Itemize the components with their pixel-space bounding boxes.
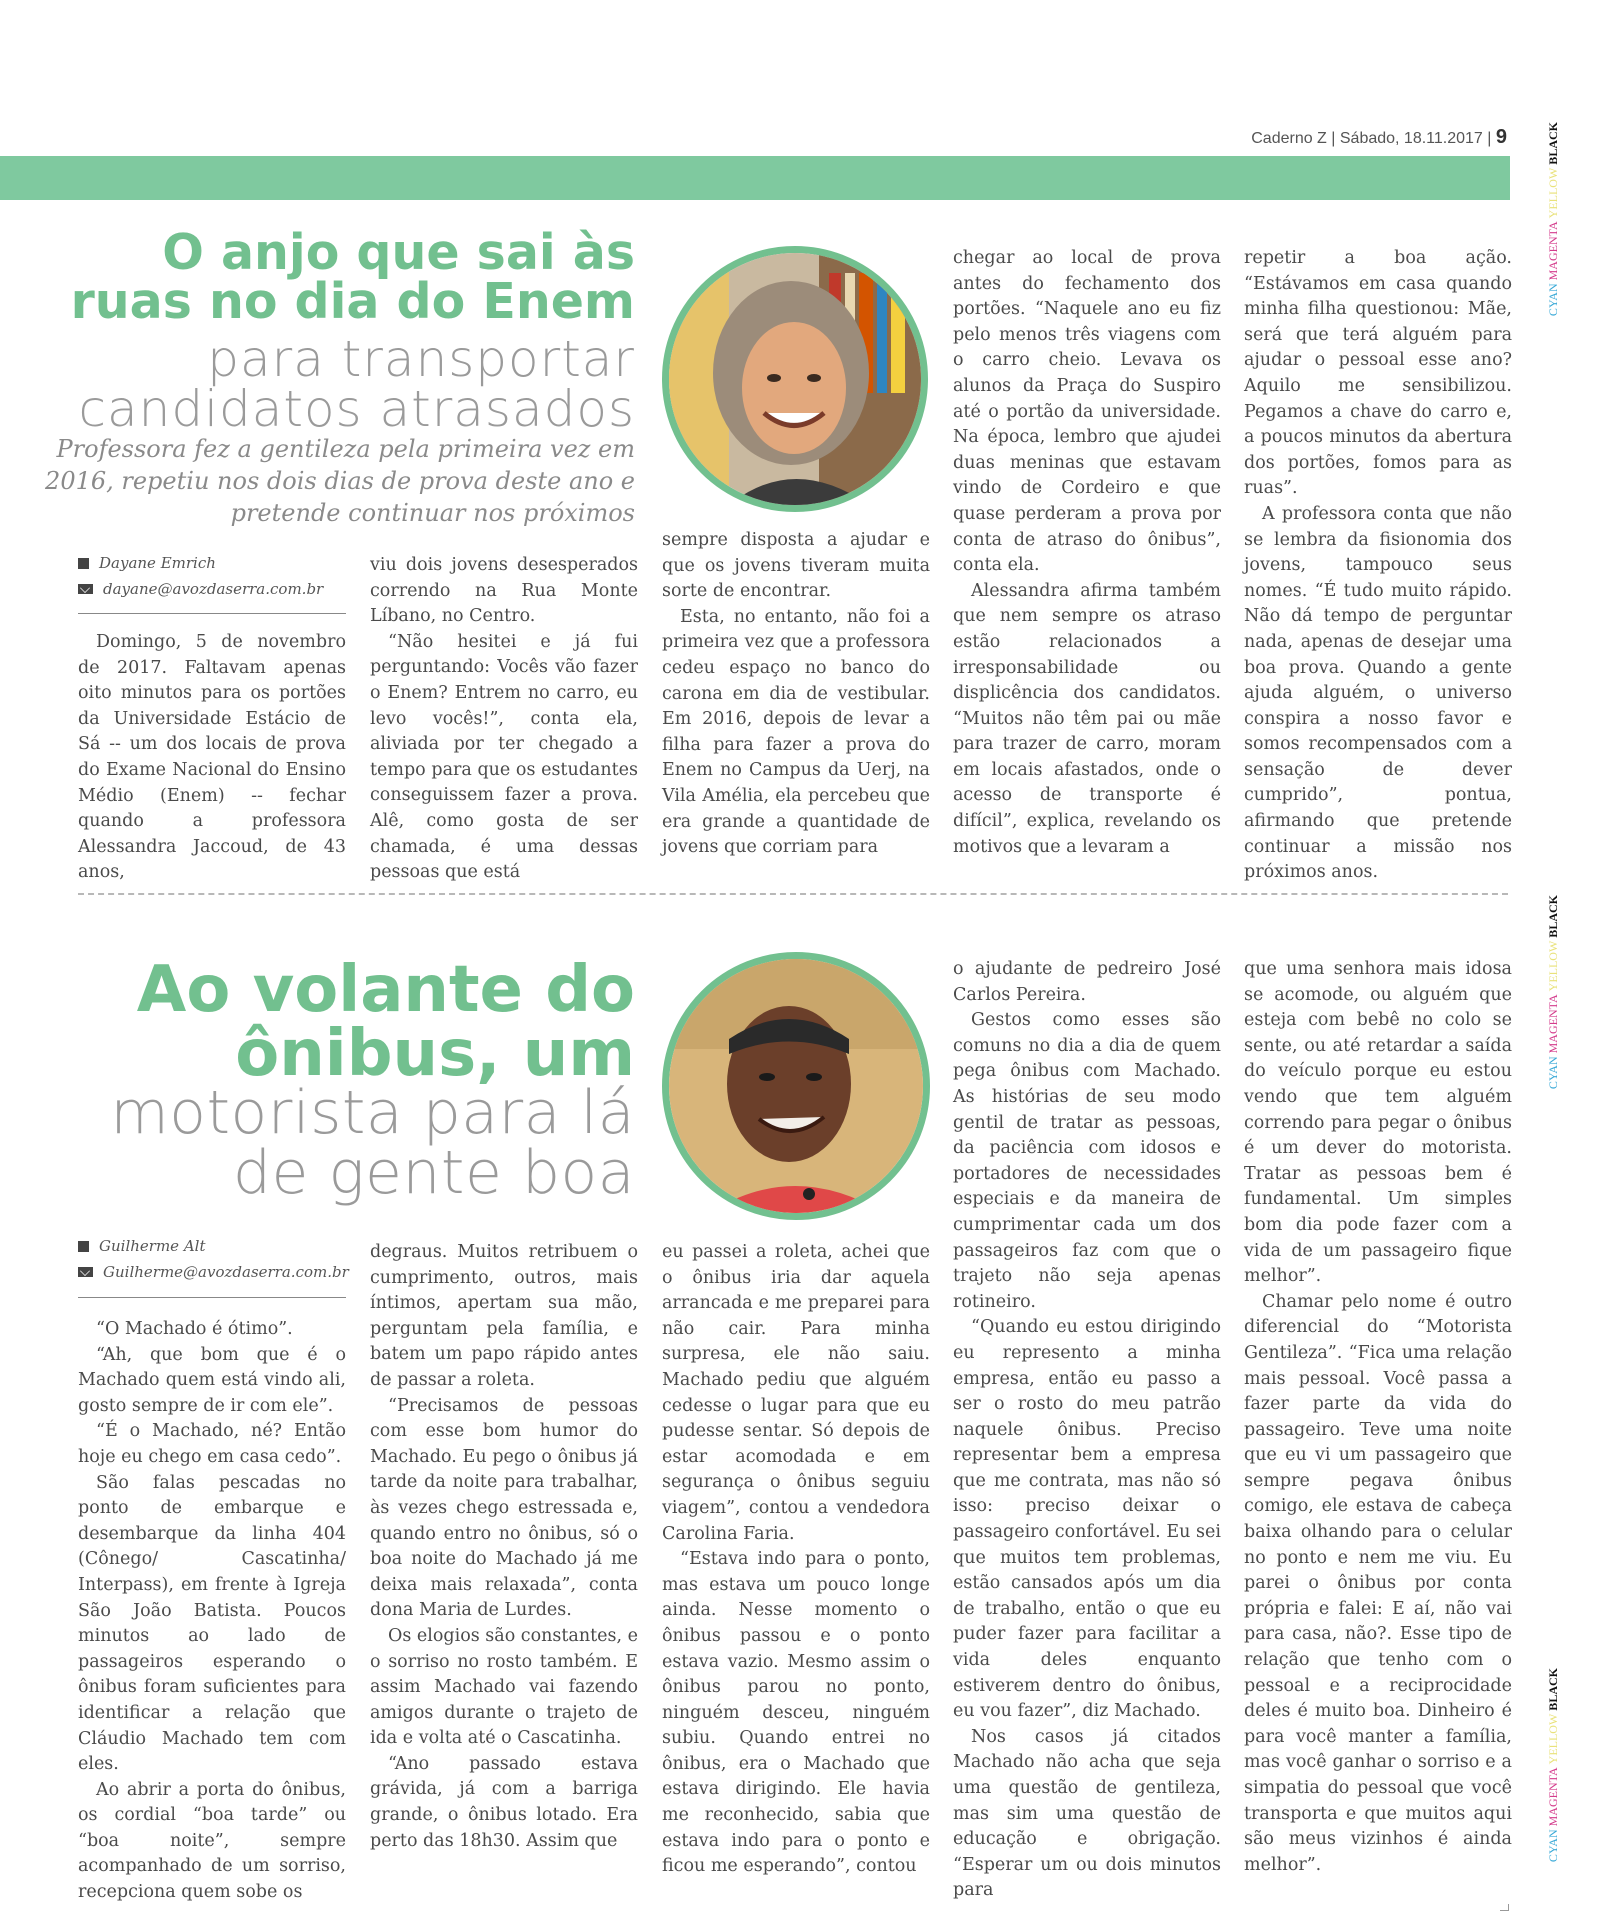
envelope-icon bbox=[78, 1267, 93, 1277]
article2-column-1: “O Machado é ótimo”. “Ah, que bom que é o Machado quem está vindo ali, gosto sempre de ir com ele”. “É o Machado, né? Então hoje eu chego em casa cedo”. São falas pescadas no ponto de embarque e desembarque da linha 404 (Cônego/ Cascatinha/ Interpass), em frente à Igreja São João Batista. Poucos minutos ao lado de passageiros esperando o ônibus foram suficientes para identificar a relação que Cláudio Machado tem com eles. Ao abrir a porta do ônibus, os cordial “boa tarde” ou “boa noite”, sempre acompanhado de um sorriso, recepciona quem sobe os bbox=[78, 1319, 346, 1903]
byline-divider bbox=[78, 613, 346, 614]
article2-headline: Ao volante do ônibus, um bbox=[136, 953, 635, 1091]
section-date: Caderno Z | Sábado, 18.11.2017 | bbox=[1251, 130, 1492, 147]
author-email[interactable]: Guilherme@avozdaserra.com.br bbox=[103, 1263, 349, 1281]
bullet-icon bbox=[78, 558, 89, 569]
portrait-man-image bbox=[669, 959, 923, 1213]
author-name: Dayane Emrich bbox=[99, 554, 216, 572]
article1-photo bbox=[662, 246, 928, 512]
article1-column-3: sempre disposta a ajudar e que os jovens tiveram muita sorte de encontrar. Esta, no entanto, não foi a primeira vez que a professora cedeu espaço no banco do carona em dia de vestibular. Em 2016, depois de levar a filha para fazer a prova do Enem no Campus da Uerj, na Vila Amélia, ela percebeu que era grande a quantidade de jovens que corriam para bbox=[662, 530, 930, 858]
article1-column-4: chegar ao local de prova antes do fechamento dos portões. “Naquele ano eu fiz pelo menos três viagens com o carro cheio. Levava os alunos da Praça do Suspiro até o portão da universidade. Na época, lembro que ajudei duas meninas que estavam vindo de Cordeiro e que quase perderam a prova por conta de atraso do ônibus”, conta ela. Alessandra afirma também que nem sempre os atraso estão relacionados a irresponsabilidade ou displicência dos candidatos. “Muitos não têm pai ou mãe para trazer de carro, moram em locais afastados, onde o acesso de transporte é difícil”, explica, revelando os motivos que a levaram a bbox=[953, 248, 1221, 857]
registration-marks: CYAN MAGENTA YELLOW BLACK bbox=[1546, 1668, 1560, 1863]
article2-column-3: eu passei a roleta, achei que o ônibus iria dar aquela arrancada e me preparei para não cair. Para minha surpresa, ele não saiu. Machado pediu que alguém cedesse o lugar para que eu pudesse sentar. Só depois de estar acomodada e em segurança o ônibus seguiu viagem”, contou a vendedora Carolina Faria. “Estava indo para o ponto, mas estava um pouco longe ainda. Nesse momento o ônibus passou e o ponto estava vazio. Mesmo assim o ônibus parou no ponto, ninguém desceu, ninguém subiu. Quando entrei no ônibus, era o Machado que estava dirigindo. Ele havia me reconhecido, sabia que estava indo para o ponto e ficou me esperando”, contou bbox=[662, 1242, 930, 1877]
article1-subheadline: para transportar candidatos atrasados bbox=[78, 330, 635, 438]
registration-marks: CYAN MAGENTA YELLOW BLACK bbox=[1546, 895, 1560, 1090]
article1-column-1: Domingo, 5 de novembro de 2017. Faltavam apenas oito minutos para os portões da Universidade Estácio de Sá -- um dos locais de prova do Exame Nacional do Ensino Médio (Enem) -- fechar quando a professora Alessandra Jaccoud, de 43 anos, bbox=[78, 632, 346, 883]
article2-subheadline: motorista para lá de gente boa bbox=[110, 1078, 635, 1208]
article2-column-2: degraus. Muitos retribuem o cumprimento, outros, mais íntimos, apertam sua mão, perguntam pela família, e batem um papo rápido antes de passar a roleta. “Precisamos de pessoas com esse bom humor do Machado. Eu pego o ônibus já tarde da noite para trabalhar, às vezes chego estressada e, quando entro no ônibus, só o boa noite do Machado já me deixa mais relaxada”, conta dona Maria de Lurdes. Os elogios são constantes, e o sorriso no rosto também. E assim Machado vai fazendo amigos durante o trajeto de ida e volta até o Cascatinha. “Ano passado estava grávida, já com a barriga grande, o ônibus lotado. Era perto das 18h30. Assim que bbox=[370, 1242, 638, 1851]
article1-deck: Professora fez a gentileza pela primeira vez em 2016, repetiu nos dois dias de prova deste ano e pretende continuar nos próximos bbox=[45, 435, 635, 527]
article2-byline bbox=[78, 1233, 349, 1285]
article2-column-4: o ajudante de pedreiro José Carlos Pereira. Gestos como esses são comuns no dia a dia de quem pega ônibus com Machado. As histórias de seu modo gentil de tratar as pessoas, da paciência com idosos e portadores de necessidades especiais e da maneira de cumprimentar cada um dos passageiros faz com que o trajeto não seja apenas rotineiro. “Quando eu estou dirigindo eu represento a minha empresa, então eu passo a ser o rosto do meu patrão naquele ônibus. Preciso representar bem a empresa que me contrata, mas não só isso: preciso deixar o passageiro confortável. Eu sei que muitos tem problemas, estão cansados após um dia de trabalho, então o que eu puder fazer para facilitar a vida deles enquanto estiverem dentro do ônibus, eu vou fazer”, diz Machado. Nos casos já citados Machado não acha que seja uma questão de gentileza, mas sim uma questão de educação e obrigação. “Esperar um ou dois minutos para bbox=[953, 959, 1221, 1901]
envelope-icon bbox=[78, 584, 93, 594]
page-number: 9 bbox=[1495, 126, 1507, 148]
portrait-woman-image bbox=[669, 253, 921, 505]
header-band bbox=[0, 156, 1510, 200]
article-separator bbox=[78, 893, 1508, 895]
bullet-icon bbox=[78, 1241, 89, 1252]
article1-column-5: repetir a boa ação. “Estávamos em casa quando minha filha questionou: Mãe, será que terá alguém para ajudar o pessoal esse ano? Aquilo me sensibilizou. Pegamos a chave do carro e, a poucos minutos da abertura dos portões, fomos para as ruas”. A professora conta que não se lembra da fisionomia dos jovens, tampouco seus nomes. “É tudo muito rápido. Não dá tempo de perguntar nada, apenas de desejar uma boa prova. Quando a gente ajuda alguém, o universo conspira a nosso favor e somos recompensados com a sensação de dever cumprido”, pontua, afirmando que pretende continuar a missão nos próximos anos. bbox=[1244, 248, 1512, 883]
author-name: Guilherme Alt bbox=[99, 1237, 206, 1255]
article1-byline bbox=[78, 550, 323, 602]
byline-divider bbox=[78, 1297, 346, 1298]
article2-photo bbox=[662, 952, 930, 1220]
article2-column-5: que uma senhora mais idosa se acomode, ou alguém que esteja com bebê no colo se sente, ou até retardar a saída do veículo porque eu estou vendo que tem alguém correndo para pegar o ônibus é um dever do motorista. Tratar as pessoas bem é fundamental. Um simples bom dia pode fazer com a vida de um passageiro fique melhor”. Chamar pelo nome é outro diferencial do “Motorista Gentileza”. “Fica uma relação mais pessoal. Você passa a fazer parte da vida do passageiro. Teve uma noite que eu vi um passageiro que sempre pegava ônibus comigo, ele estava de cabeça baixa olhando para o celular no ponto e nem me viu. Eu parei o ônibus por conta própria e falei: E aí, não vai para casa, não?. Esse tipo de relação que tenho com o pessoal e a reciprocidade deles é muito boa. Dinheiro é para você manter a família, mas você ganhar o sorriso e a simpatia do pessoal que você transporta e que muitos aqui são meus vizinhos é ainda melhor”. bbox=[1244, 959, 1512, 1875]
page-folio bbox=[1251, 126, 1507, 149]
end-mark bbox=[1500, 1904, 1509, 1911]
article1-headline: O anjo que sai às ruas no dia do Enem bbox=[70, 224, 635, 330]
article1-column-2: viu dois jovens desesperados correndo na Rua Monte Líbano, no Centro. “Não hesitei e já fui perguntando: Vocês vão fazer o Enem? Entrem no carro, eu levo vocês!”, conta ela, aliviada por ter chegado a tempo para que os estudantes conseguissem fazer a prova. Alê, como gosta de ser chamada, é uma dessas pessoas que está bbox=[370, 555, 638, 883]
registration-marks: CYAN MAGENTA YELLOW BLACK bbox=[1546, 122, 1560, 317]
author-email[interactable]: dayane@avozdaserra.com.br bbox=[103, 580, 324, 598]
